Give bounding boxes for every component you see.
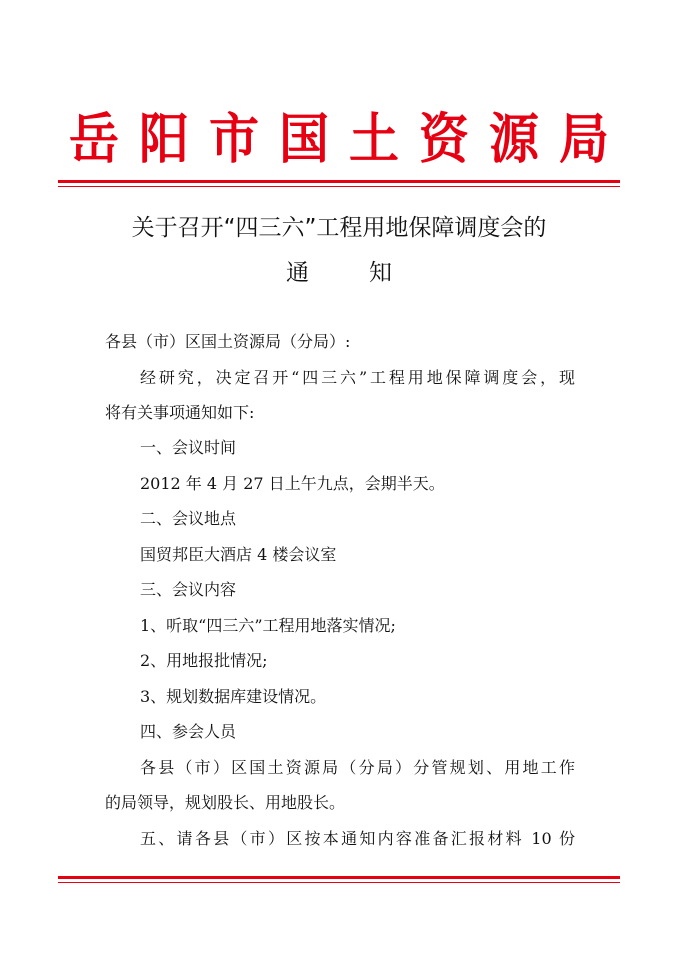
footer-divider-thick	[58, 876, 620, 879]
footer-divider-thin	[58, 882, 620, 883]
section-5-text-line1: 五、请各县（市）区按本通知内容准备汇报材料 10 份	[140, 829, 575, 848]
document-title-line1: 关于召开“四三六”工程用地保障调度会的	[131, 215, 547, 241]
salutation: 各县（市）区国土资源局（分局）:	[105, 332, 351, 351]
section-4-text-line2: 的局领导，规划股长、用地股长。	[105, 793, 346, 812]
section-4-text-line1: 各县（市）区国土资源局（分局）分管规划、用地工作	[140, 758, 575, 777]
section-4-heading: 四、参会人员	[140, 722, 237, 741]
section-3-item-2: 2、用地报批情况;	[140, 651, 268, 670]
section-3-item-3: 3、规划数据库建设情况。	[140, 687, 327, 706]
section-3-item-1: 1、听取“四三六”工程用地落实情况;	[140, 616, 396, 635]
section-3-heading: 三、会议内容	[140, 580, 237, 599]
section-2-heading: 二、会议地点	[140, 509, 237, 528]
section-2-text: 国贸邦臣大酒店 4 楼会议室	[140, 545, 337, 564]
masthead-divider-thin	[58, 186, 620, 187]
masthead-title: 岳阳市国土资源局	[69, 107, 629, 171]
intro-paragraph-line1: 经研究，决定召开“四三六”工程用地保障调度会，现	[140, 368, 575, 387]
masthead-divider-thick	[58, 180, 620, 183]
section-1-heading: 一、会议时间	[140, 438, 237, 457]
intro-paragraph-line2: 将有关事项通知如下:	[105, 403, 255, 422]
section-1-text: 2012 年 4 月 27 日上午九点，会期半天。	[140, 474, 445, 493]
document-title-line2: 通知	[286, 260, 452, 286]
